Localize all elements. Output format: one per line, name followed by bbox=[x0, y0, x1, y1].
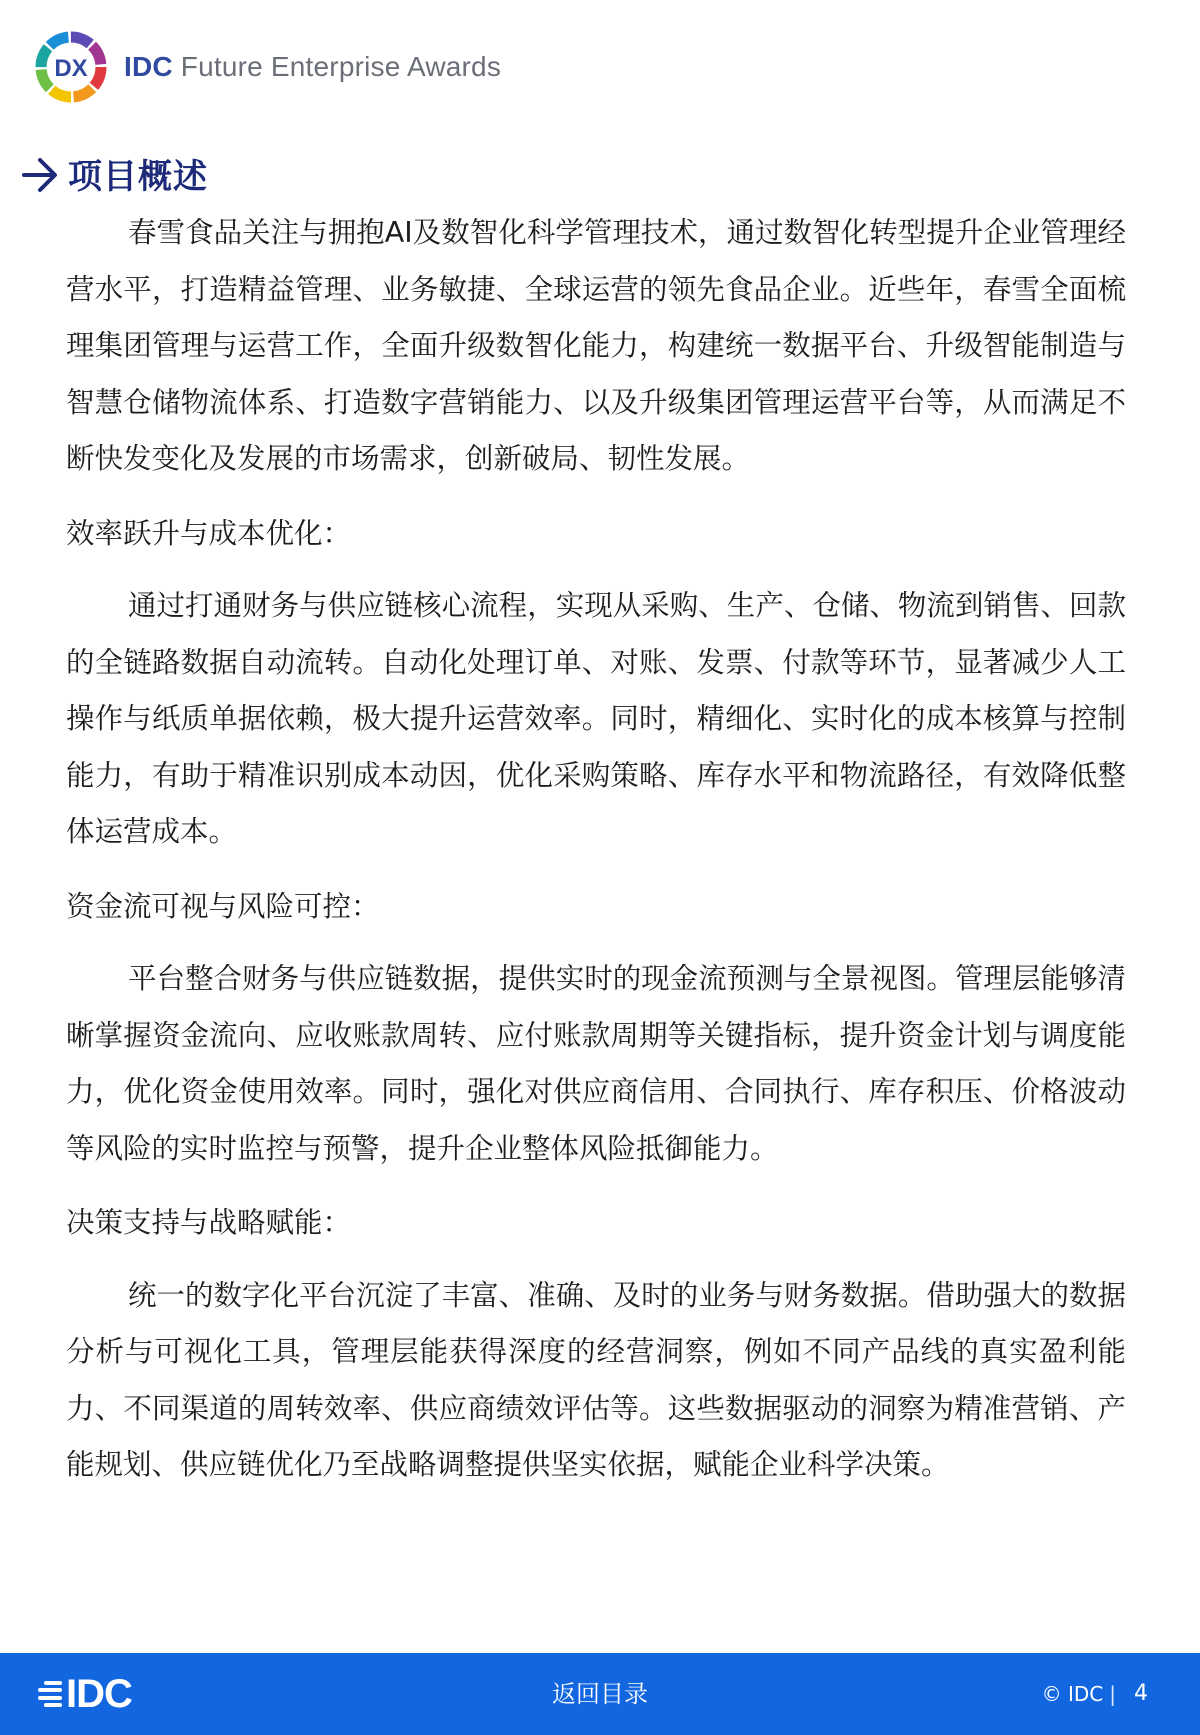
paragraph-efficiency: 通过打通财务与供应链核心流程，实现从采购、生产、仓储、物流到销售、回款的全链路数据自动流转。自动化处理订单、对账、发票、付款等环节，显著减少人工操作与纸质单据依赖，极大提升运营效率。同时，精细化、实时化的成本核算与控制能力，有助于精准识别成本动因，优化采购策略、库存水平和物流路径，有效降低整体运营成本。 bbox=[66, 589, 1126, 848]
footer-meta bbox=[1042, 1677, 1148, 1711]
footer-separator: | bbox=[1109, 1682, 1116, 1706]
page-header bbox=[34, 30, 501, 104]
dx-logo-icon bbox=[34, 30, 108, 104]
copyright-text: © IDC bbox=[1041, 1682, 1104, 1706]
arrow-right-icon bbox=[20, 152, 62, 194]
header-title bbox=[124, 51, 501, 83]
header-brand: IDC bbox=[124, 51, 173, 82]
back-to-contents-link[interactable]: 返回目录 bbox=[552, 1680, 648, 1708]
page-number: 4 bbox=[1134, 1681, 1148, 1706]
paragraph-cashflow: 平台整合财务与供应链数据，提供实时的现金流预测与全景视图。管理层能够清晰掌握资金流向、应收账款周转、应付账款周期等关键指标，提升资金计划与调度能力，优化资金使用效率。同时，强化对供应商信用、合同执行、库存积压、价格波动等风险的实时监控与预警，提升企业整体风险抵御能力。 bbox=[66, 962, 1126, 1165]
subheading-decision: 决策支持与战略赋能： bbox=[66, 1206, 352, 1239]
section-title: 项目概述 bbox=[68, 156, 208, 197]
page-content bbox=[66, 205, 1126, 1494]
subheading-efficiency: 效率跃升与成本优化： bbox=[66, 516, 352, 550]
intro-paragraph: 春雪食品关注与拥抱AI及数智化科学管理技术，通过数智化转型提升企业管理经营水平，打造精益管理、业务敏捷、全球运营的领先食品企业。近些年，春雪全面梳理集团管理与运营工作，全面升级数智化能力，构建统一数据平台、升级智能制造与智慧仓储物流体系、打造数字营销能力、以及升级集团管理运营平台等，从而满足不断快发变化及发展的市场需求，创新破局、韧性发展。 bbox=[66, 216, 1126, 475]
paragraph-decision: 统一的数字化平台沉淀了丰富、准确、及时的业务与财务数据。借助强大的数据分析与可视化工具，管理层能获得深度的经营洞察，例如不同产品线的真实盈利能力、不同渠道的周转效率、供应商绩效评估等。这些数据驱动的洞察为精准营销、产能规划、供应链优化乃至战略调整提供坚实依据，赋能企业科学决策。 bbox=[66, 1278, 1126, 1481]
section-heading bbox=[20, 150, 208, 196]
dx-logo-text: DX bbox=[54, 55, 88, 82]
footer-logo-text: IDC bbox=[66, 1671, 132, 1716]
header-title-rest: Future Enterprise Awards bbox=[172, 51, 502, 82]
subheading-cashflow: 资金流可视与风险可控： bbox=[66, 889, 380, 923]
page-footer bbox=[0, 1653, 1200, 1735]
